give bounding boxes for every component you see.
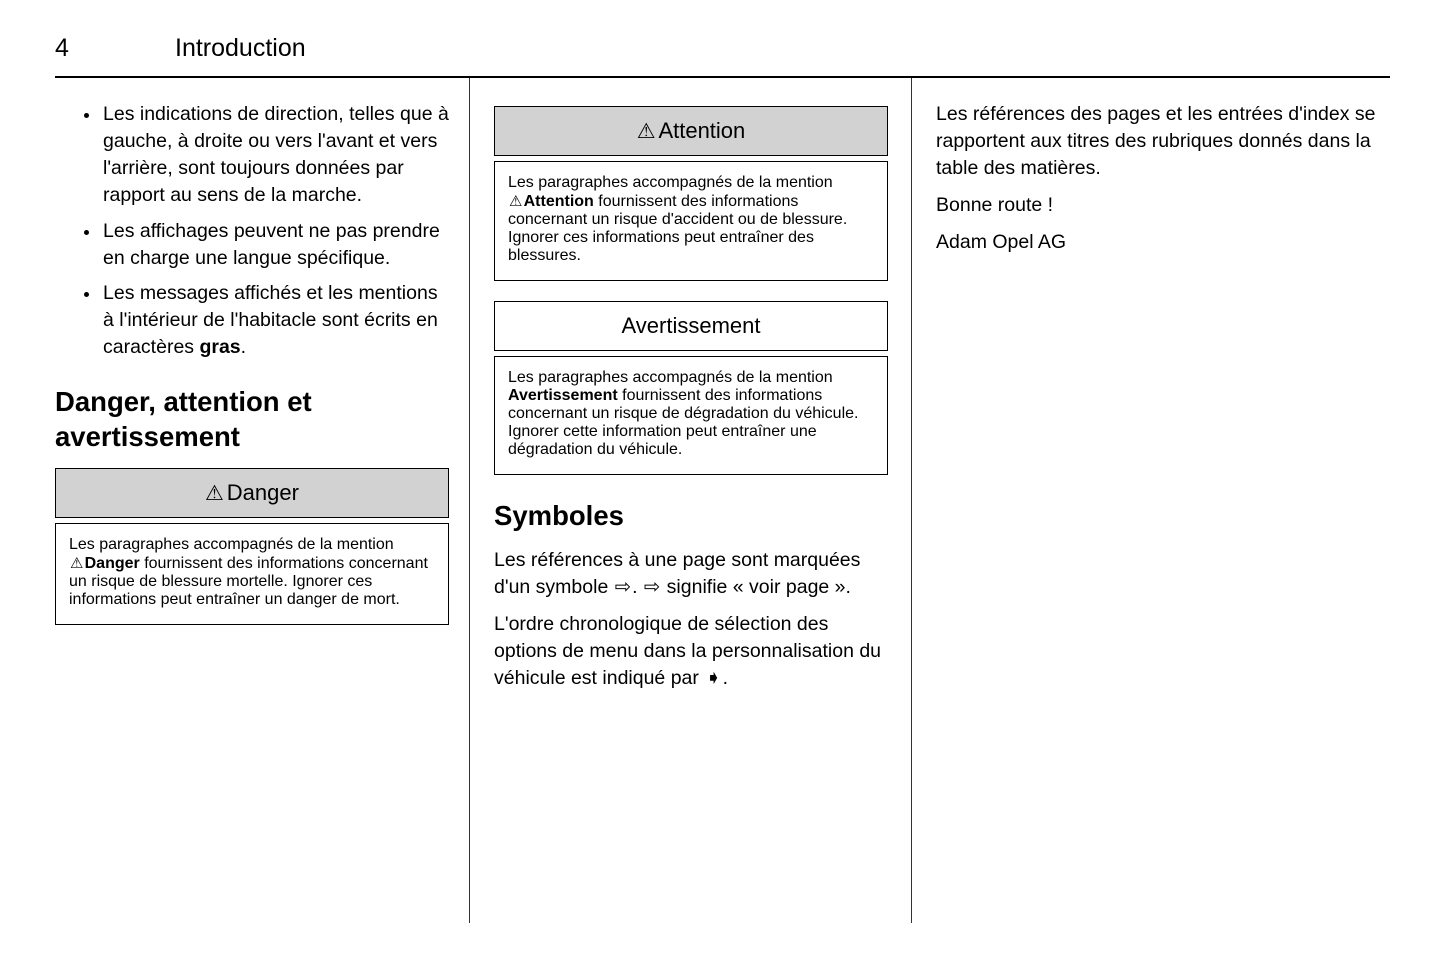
symbols-paragraph-2: [494, 611, 888, 692]
avertissement-box-header: [494, 301, 888, 351]
page-header: [55, 34, 1390, 78]
danger-box-text: Les paragraphes accompagnés de la mention: [69, 536, 394, 553]
danger-term: Danger: [84, 555, 140, 572]
list-item: [101, 101, 449, 209]
warning-triangle-icon: ⚠: [509, 193, 523, 210]
symbols-text: .: [632, 575, 643, 598]
attention-box-text: Les paragraphes accompagnés de la mention: [508, 174, 833, 191]
section-heading-danger-attention: Danger, attention et avertissement: [55, 386, 312, 453]
list-item-text: .: [240, 336, 247, 359]
danger-box-text: fournissent des informations concernant un risque de blessure mortelle. Ignorer ces informations peut entraîner un danger de mort.: [69, 555, 428, 608]
warning-triangle-icon: ⚠: [70, 555, 84, 572]
symbols-text: Les références à une page sont marquées d'un symbole: [494, 548, 861, 598]
warning-triangle-icon: ⚠: [636, 120, 656, 143]
content-columns: [55, 78, 1390, 923]
column-middle: [470, 78, 912, 923]
avertissement-box-text: Les paragraphes accompagnés de la mention: [508, 369, 833, 386]
column-right: [912, 78, 1390, 923]
adam-opel-signature: Adam Opel AG: [936, 230, 1067, 253]
attention-box-title: Attention: [658, 118, 746, 143]
notes-bullet-list: [55, 101, 449, 361]
avertissement-term: Avertissement: [508, 387, 618, 404]
avertissement-box: [494, 301, 888, 475]
list-item-text: Les affichages peuvent ne pas prendre en charge une langue spécifique.: [103, 219, 440, 269]
avertissement-box-title: Avertissement: [621, 313, 761, 338]
attention-box-body: [494, 161, 888, 281]
bonne-route-text: Bonne route !: [936, 193, 1054, 216]
attention-box-header: [494, 106, 888, 156]
list-item: [101, 218, 449, 272]
index-reference-paragraph: Les références des pages et les entrées d'index se rapportent aux titres des rubriques donnés dans la table des matières.: [936, 103, 1376, 179]
symbols-paragraph-1: [494, 547, 888, 601]
menu-sequence-arrow-icon: ➧: [705, 666, 722, 689]
warning-triangle-icon: ⚠: [205, 482, 224, 505]
page-reference-arrow-icon: ⇨: [643, 575, 661, 598]
column-left: [55, 78, 470, 923]
danger-box-title: Danger: [226, 480, 299, 505]
avertissement-box-body: [494, 356, 888, 475]
list-item-text: Les messages affichés et les mentions à l'intérieur de l'habitacle sont écrits en caractères: [103, 282, 438, 359]
list-item: [101, 280, 449, 361]
list-item-text: Les indications de direction, telles que à gauche, à droite ou vers l'avant et vers l'arrière, sont toujours données par rapport au sens de la marche.: [103, 103, 449, 206]
symbols-text: L'ordre chronologique de sélection des options de menu dans la personnalisation du véhicule est indiqué par: [494, 612, 882, 689]
danger-box-header: [55, 468, 449, 518]
page-title: Introduction: [175, 34, 306, 62]
attention-box-text: fournissent des informations concernant un risque d'accident ou de blessure. Ignorer ces informations peut entraîner des blessures.: [508, 193, 848, 264]
attention-term: Attention: [523, 193, 594, 210]
danger-box-body: [55, 523, 449, 625]
symbols-text: signifie « voir page ».: [661, 575, 851, 598]
avertissement-box-text: fournissent des informations concernant un risque de dégradation du véhicule. Ignorer cette information peut entraîner une dégradation du véhicule.: [508, 387, 859, 458]
list-item-bold: gras: [199, 336, 241, 359]
page-reference-arrow-icon: ⇨: [614, 575, 632, 598]
symbols-text: .: [722, 666, 729, 689]
page-number: 4: [55, 34, 69, 62]
danger-box: [55, 468, 449, 625]
attention-box: [494, 106, 888, 281]
section-heading-symbols: Symboles: [494, 500, 624, 531]
